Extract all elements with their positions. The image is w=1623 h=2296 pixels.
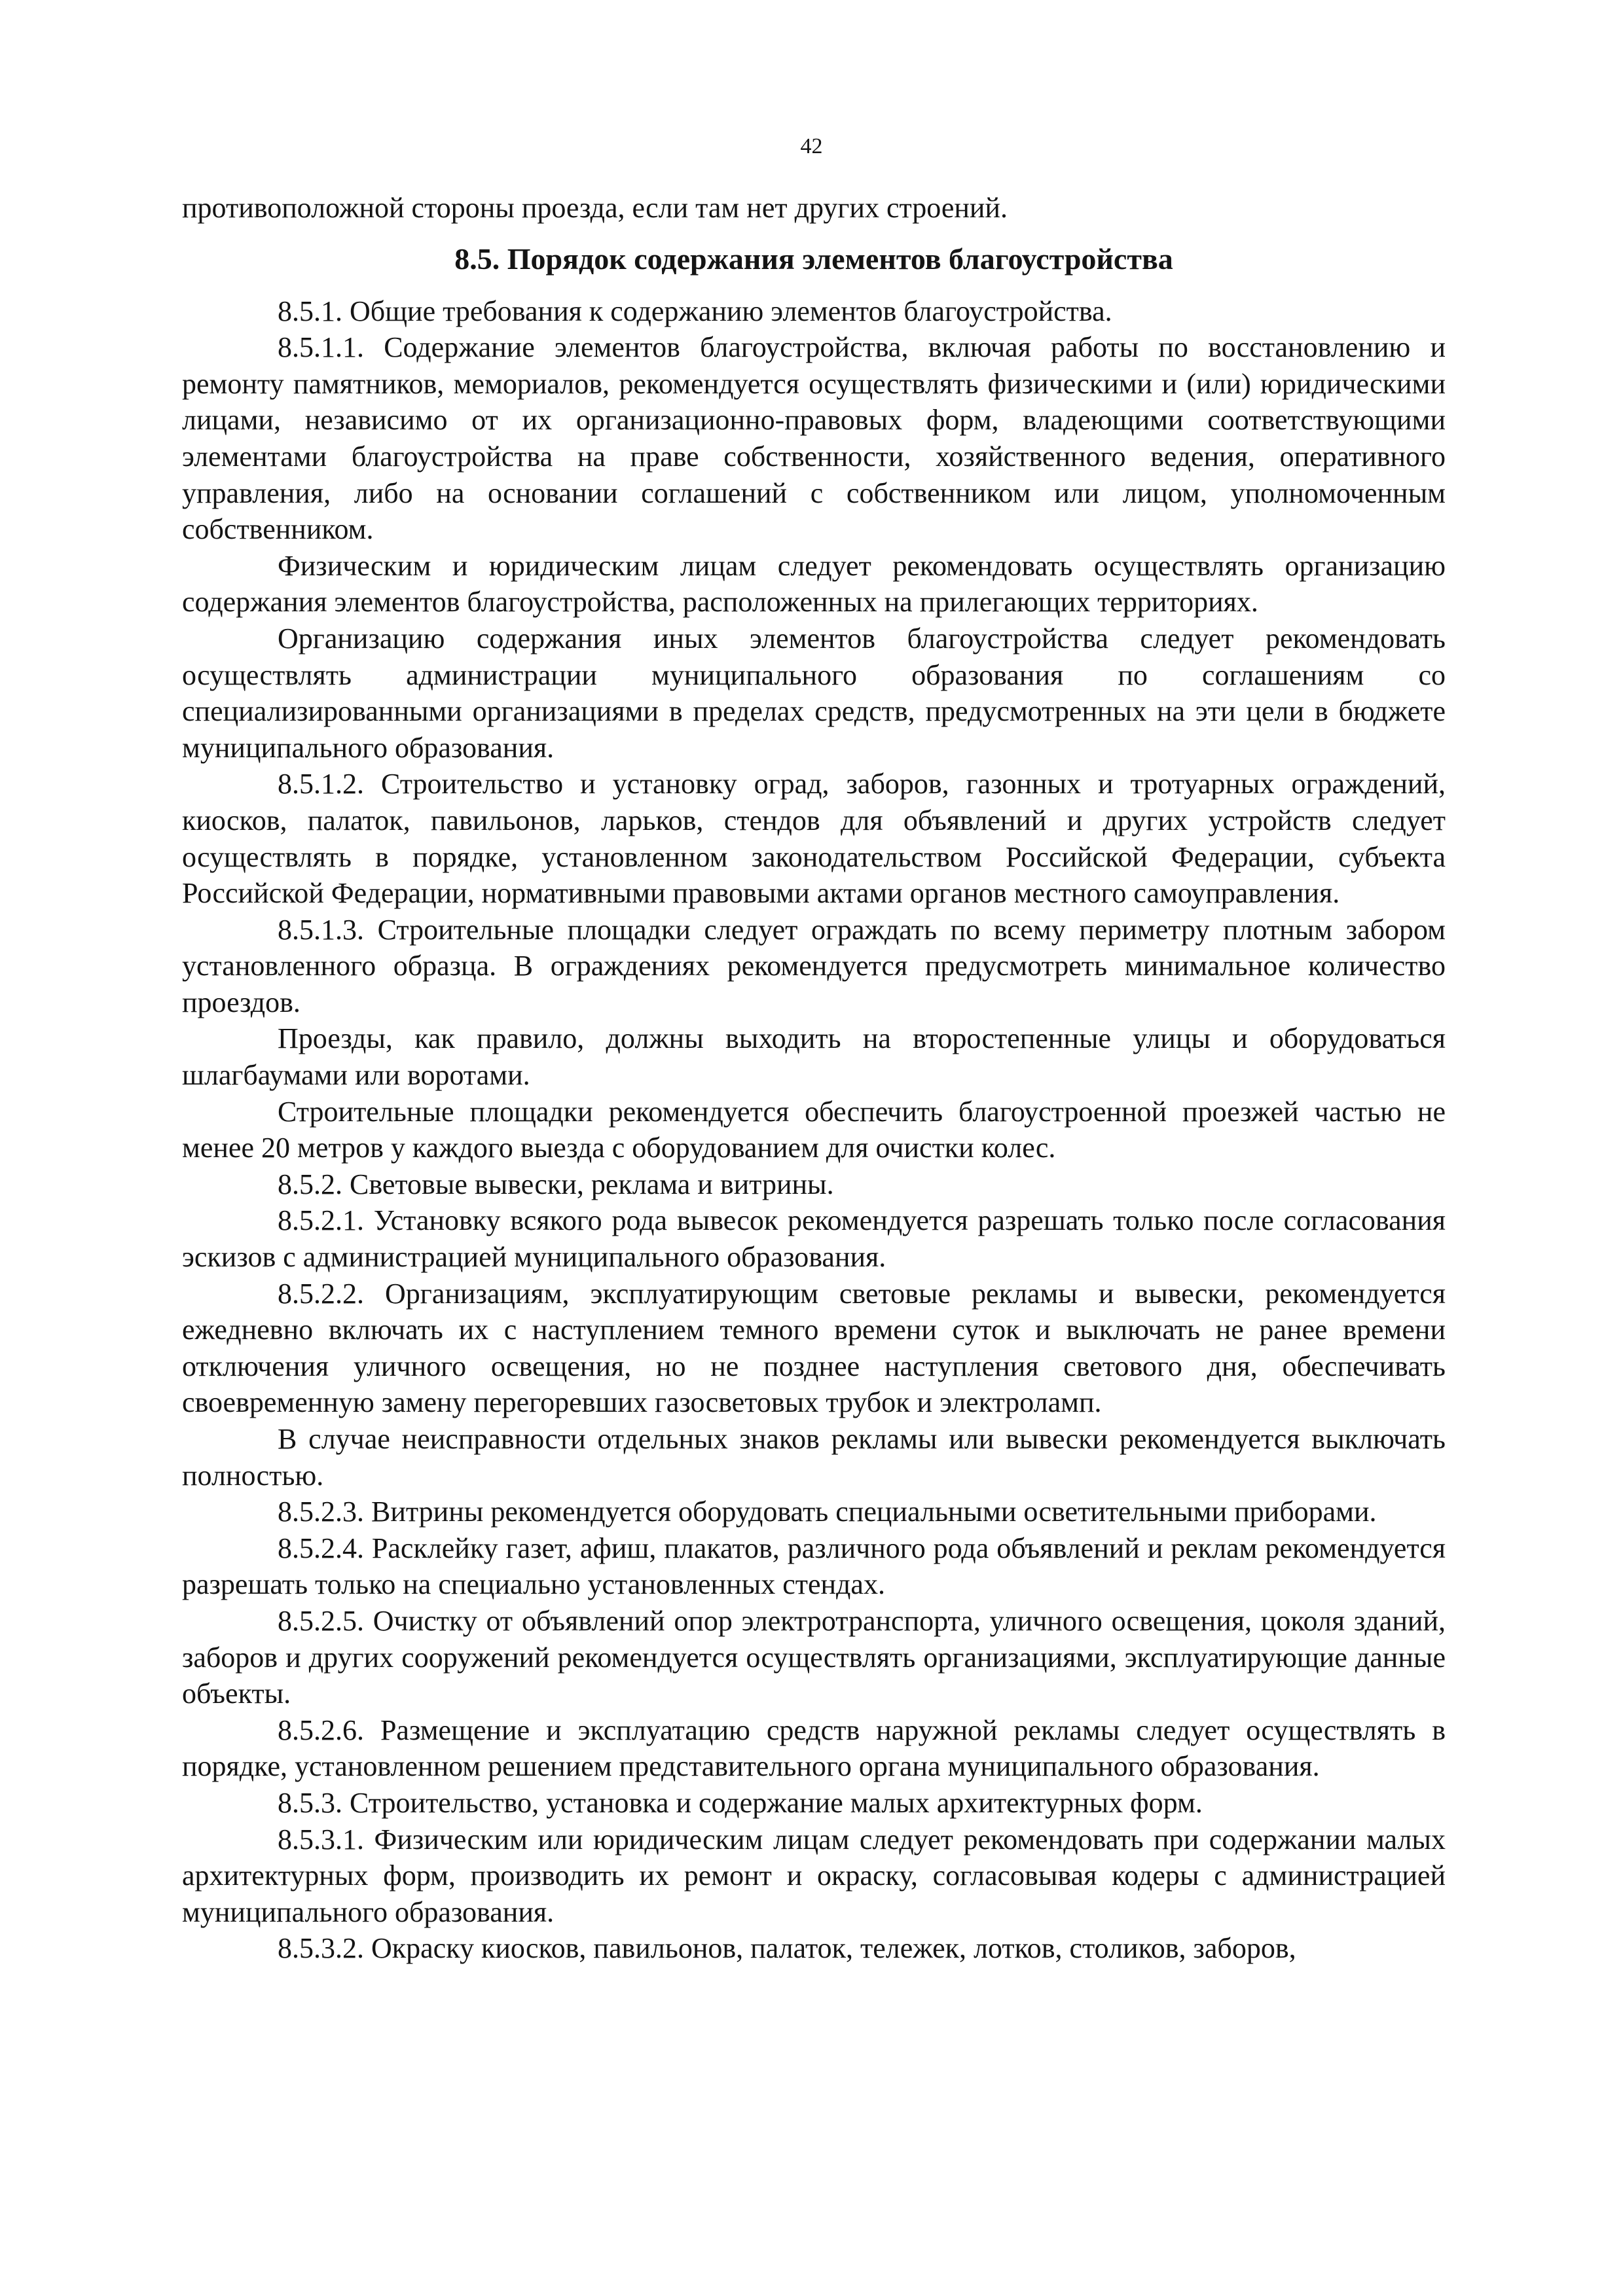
document-body — [182, 190, 1446, 1967]
paragraph-8-5-2-4: 8.5.2.4. Расклейку газет, афиш, плакатов, различного рода объявлений и реклам рекомендуется разрешать только на специально установленных стендах. — [182, 1532, 1446, 1601]
paragraph-8-5-1-2: 8.5.1.2. Строительство и установку оград, заборов, газонных и тротуарных ограждений, киосков, палаток, павильонов, ларьков, стендов для объявлений и других устройств следует осуществлять в порядке, установленном законодательством Российской Федерации, субъекта Российской Федерации, нормативными правовыми актами органов местного самоуправления. — [182, 768, 1446, 910]
paragraph-8-5-2-2: 8.5.2.2. Организациям, эксплуатирующим световые рекламы и вывески, рекомендуется ежедневно включать их с наступлением темного времени суток и выключать не ранее времени отключения уличного освещения, но не позднее наступления светового дня, обеспечивать своевременную замену перегоревших газосветовых трубок и электроламп. — [182, 1277, 1446, 1419]
paragraph-8-5-3: 8.5.3. Строительство, установка и содержание малых архитектурных форм. — [278, 1786, 1203, 1819]
paragraph-8-5-1-1: 8.5.1.1. Содержание элементов благоустройства, включая работы по восстановлению и ремонту памятников, мемориалов, рекомендуется осуществлять физическими и (или) юридическими лицами, независимо от их организационно-правовых форм, владеющими соответствующими элементами благоустройства на праве собственности, хозяйственного ведения, оперативного управления, либо на основании соглашений с собственником или лицом, уполномоченным собственником. — [182, 331, 1446, 546]
continuation-paragraph: противоположной стороны проезда, если там нет других строений. — [182, 192, 1008, 224]
paragraph-8-5-2-5: 8.5.2.5. Очистку от объявлений опор электротранспорта, уличного освещения, цоколя зданий, заборов и других сооружений рекомендуется осуществлять организациями, эксплуатирующие данные объекты. — [182, 1604, 1446, 1710]
paragraph-8-5-3-1: 8.5.3.1. Физическим или юридическим лицам следует рекомендовать при содержании малых архитектурных форм, производить их ремонт и окраску, согласовывая кодеры с администрацией муниципального образования. — [182, 1823, 1446, 1928]
paragraph: В случае неисправности отдельных знаков рекламы или вывески рекомендуется выключать полностью. — [182, 1423, 1446, 1492]
paragraph-8-5-1-3: 8.5.1.3. Строительные площадки следует ограждать по всему периметру плотным забором установленного образца. В ограждениях рекомендуется предусмотреть минимальное количество проездов. — [182, 913, 1446, 1018]
paragraph-8-5-1: 8.5.1. Общие требования к содержанию элементов благоустройства. — [278, 295, 1112, 327]
paragraph-8-5-2: 8.5.2. Световые вывески, реклама и витрины. — [278, 1168, 834, 1200]
paragraph: Строительные площадки рекомендуется обеспечить благоустроенной проезжей частью не менее 20 метров у каждого выезда с оборудованием для очистки колес. — [182, 1095, 1446, 1164]
page-number: 42 — [800, 134, 823, 158]
paragraph-8-5-2-1: 8.5.2.1. Установку всякого рода вывесок рекомендуется разрешать только после согласования эскизов с администрацией муниципального образования. — [182, 1204, 1446, 1274]
paragraph: Физическим и юридическим лицам следует рекомендовать осуществлять организацию содержания элементов благоустройства, расположенных на прилегающих территориях. — [182, 549, 1446, 619]
paragraph-8-5-2-6: 8.5.2.6. Размещение и эксплуатацию средств наружной рекламы следует осуществлять в порядке, установленном решением представительного органа муниципального образования. — [182, 1713, 1446, 1783]
section-heading: 8.5. Порядок содержания элементов благоустройства — [454, 242, 1173, 276]
paragraph-8-5-3-2: 8.5.3.2. Окраску киосков, павильонов, палаток, тележек, лотков, столиков, заборов, — [278, 1932, 1296, 1965]
paragraph-8-5-2-3: 8.5.2.3. Витрины рекомендуется оборудовать специальными осветительными приборами. — [278, 1496, 1377, 1528]
paragraph: Организацию содержания иных элементов благоустройства следует рекомендовать осуществлять администрации муниципального образования по соглашениям со специализированными организациями в пределах средств, предусмотренных на эти цели в бюджете муниципального образования. — [182, 622, 1446, 764]
paragraph: Проезды, как правило, должны выходить на второстепенные улицы и оборудоваться шлагбаумами или воротами. — [182, 1022, 1446, 1092]
